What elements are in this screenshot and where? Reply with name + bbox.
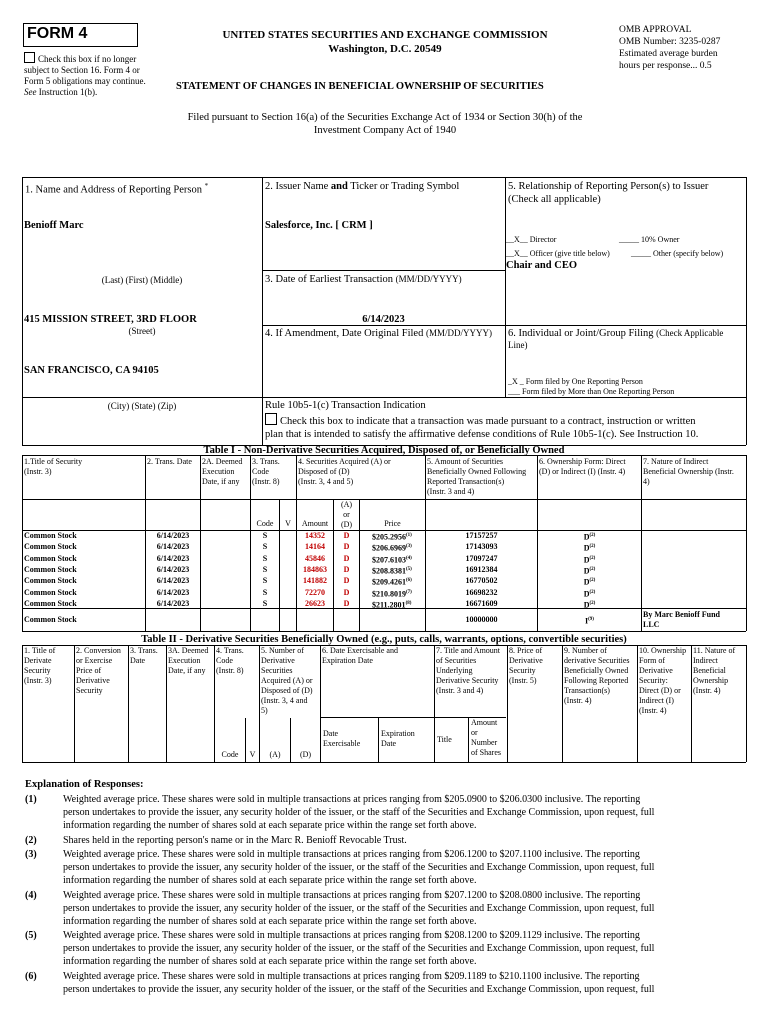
other-option[interactable]: _____ Other (specify below) [631, 249, 724, 258]
t2-header-line: Securities [261, 666, 293, 675]
t1-cell-price-fn: (3) [406, 544, 412, 550]
box6-label-sub: (Check Applicable [656, 328, 724, 338]
box2-label-a: 2. Issuer Name [265, 181, 329, 192]
t1-h7c: 4) [643, 477, 650, 486]
t1-cell-owned: 17097247 [465, 553, 498, 563]
t1-cell-title: Common Stock [24, 542, 77, 552]
t1-sub-ad3: (D) [340, 520, 353, 529]
t2-header-line: Beneficially Owned [564, 666, 629, 675]
t2-header-line: Underlying [436, 666, 473, 675]
t1-last-nature [643, 610, 720, 630]
box2-label-b: Ticker or Trading Symbol [350, 181, 460, 192]
t1-col6-header [539, 457, 626, 477]
t1-last-nature-1: By Marc Benioff Fund [643, 610, 720, 619]
t1-cell-amount: 72270 [305, 587, 325, 597]
t2-header-line: Ownership [693, 676, 729, 685]
t2-header-line: 3A. Deemed [168, 646, 209, 655]
explanation-line: Weighted average price. These shares were sold in multiple transactions at prices ranging from $206.1200 to $207.1100 inclusive. The reporting [63, 849, 640, 860]
t1-h5a: 5. Amount of Securities [427, 457, 503, 466]
t1-cell-code: S [262, 587, 268, 597]
earliest-transaction-date: 6/14/2023 [362, 314, 405, 325]
t1-cell-amount: 14352 [305, 531, 325, 540]
t1-cell-code: S [262, 531, 268, 540]
t2-sub-expiration [381, 729, 415, 749]
t1-h4b: Disposed of (D) [298, 467, 350, 476]
t1-h5d: (Instr. 3 and 4) [427, 487, 475, 496]
explanation-line: person undertakes to provide the issuer, any security holder of the issuer, or the staff of the Securities and Exchange Commission, upon request, full [63, 983, 655, 995]
omb-title: OMB APPROVAL [619, 25, 692, 35]
t2-sub-de2: Exercisable [323, 739, 361, 748]
t2-header-line: 5) [261, 706, 268, 715]
t1-cell-price [372, 531, 412, 543]
t1-cell-form-value: D [583, 532, 590, 542]
explanation-number: (5) [25, 930, 37, 941]
t1-h5c: Reported Transaction(s) [427, 477, 505, 486]
t2-header-line: Following Reported [564, 676, 629, 685]
t1-cell-form-fn: (2) [589, 600, 596, 606]
t1-cell-price [372, 554, 412, 566]
t1-cell-amount: 14164 [305, 542, 325, 552]
box5-label [508, 180, 744, 206]
t2-header-c8 [509, 646, 543, 686]
t1-cell-price-fn: (7) [406, 589, 412, 595]
t1-cell-price-value: $210.8019 [372, 589, 406, 599]
t1-cell-price [372, 565, 412, 577]
t1-cell-code: S [262, 553, 268, 563]
t1-cell-form [538, 531, 641, 543]
reporting-person-name: Benioff Marc [24, 220, 84, 231]
filed-line-1: Filed pursuant to Section 16(a) of the Securities Exchange Act of 1934 or Section 30(h) of the [187, 112, 583, 123]
t1-col3-header [252, 457, 280, 487]
t1-last-title: Common Stock [24, 615, 77, 624]
t2-header-line: 3. Trans. [130, 646, 158, 655]
t1-cell-date: 6/14/2023 [156, 598, 190, 608]
t1-cell-owned: 16698232 [465, 587, 498, 597]
t1-cell-form [538, 599, 641, 611]
t1-cell-code: S [262, 542, 268, 552]
t1-cell-price-fn: (6) [406, 578, 412, 584]
t2-header-line: Security [76, 686, 103, 695]
t1-cell-owned: 17157257 [465, 531, 498, 540]
box3-label [265, 273, 462, 286]
t2-header-c3 [130, 646, 158, 666]
box1-star: * [204, 182, 209, 190]
t1-cell-date: 6/14/2023 [156, 531, 190, 540]
t2-header-line: Security [24, 666, 51, 675]
box6-label-sub-2: Line) [508, 340, 528, 350]
t1-cell-form [538, 554, 641, 566]
rule-10b5-text-1: Check this box to indicate that a transaction was made pursuant to a contract, instruction or written [280, 416, 696, 427]
t1-h1a: 1.Title of Security [24, 457, 83, 466]
t2-header-c2 [76, 646, 121, 696]
t2-header-line: Disposed of (D) [261, 686, 313, 695]
officer-option[interactable]: __X__ Officer (give title below) [506, 249, 610, 258]
t1-cell-price-fn: (8) [405, 600, 412, 606]
t1-cell-date: 6/14/2023 [156, 542, 190, 552]
t2-header-line: (Instr. 3 and 4) [436, 686, 484, 695]
t1-cell-title: Common Stock [24, 587, 77, 597]
t1-col7-header [643, 457, 734, 487]
name-sub-label: (Last) (First) (Middle) [101, 275, 183, 285]
t1-cell-date: 6/14/2023 [156, 564, 190, 574]
t2-header-line: Security: [639, 676, 668, 685]
t1-cell-form-value: D [583, 577, 590, 587]
box6-label-text: 6. Individual or Joint/Group Filing [508, 328, 654, 339]
t2-header-c4 [216, 646, 244, 676]
t2-sub-amt-0: Amount [471, 718, 498, 727]
t1-last-nature-2: LLC [643, 620, 660, 629]
t1-cell-form [538, 576, 641, 588]
t2-sub-amt-1: or [471, 728, 478, 737]
t1-cell-title: Common Stock [24, 598, 77, 608]
table2-title-text: Table II - Derivative Securities Beneficially Owned (e.g., puts, calls, warrants, options, convertible securities) [141, 634, 627, 645]
t1-sub-ad2: or [343, 510, 350, 519]
t2-header-line: Date [130, 656, 146, 665]
t1-last-owned: 10000000 [465, 615, 498, 624]
t1-h5b: Beneficially Owned Following [427, 467, 527, 476]
explanation-line: person undertakes to provide the issuer, any security holder of the issuer, or the staff of the Securities and Exchange Commission, upon request, full [63, 862, 655, 873]
t2-header-line: 10. Ownership [639, 646, 687, 655]
omb-burden-1: Estimated average burden [619, 49, 718, 59]
t1-cell-price-fn: (1) [406, 533, 412, 538]
form-title-box [23, 23, 138, 47]
explanation-line: Weighted average price. These shares were sold in multiple transactions at prices ranging from $205.0900 to $206.0300 inclusive. The reporting [63, 794, 641, 805]
t2-header-line: Derivate [24, 656, 52, 665]
omb-approval-block [619, 24, 759, 72]
t2-header-c5 [261, 646, 313, 716]
t2-header-line: 9. Number of [564, 646, 607, 655]
box4-label-sub: (MM/DD/YYYY) [425, 328, 492, 338]
omb-burden-2: hours per response... 0.5 [619, 61, 712, 71]
t1-cell-price [372, 576, 412, 588]
explanation-title: Explanation of Responses: [25, 779, 144, 790]
t2-sub-ed1: Expiration [381, 729, 415, 738]
t1-cell-ad: D [343, 553, 350, 563]
t1-h7a: 7. Nature of Indirect [643, 457, 709, 466]
checkbox-instruction: Instruction 1(b). [38, 87, 98, 97]
t2-sub-code: Code [221, 750, 239, 759]
agency-name: UNITED STATES SECURITIES AND EXCHANGE COMMISSION [222, 29, 548, 41]
t1-h7b: Beneficial Ownership (Instr. [643, 467, 734, 476]
explanation-number: (3) [25, 849, 37, 860]
t1-col1-header [24, 457, 82, 477]
t2-header-line: Indirect (I) [639, 696, 674, 705]
explanation-text [63, 929, 753, 968]
t1-h4c: (Instr. 3, 4 and 5) [298, 477, 354, 486]
explanation-line: Weighted average price. These shares were sold in multiple transactions at prices ranging from $208.1200 to $209.1129 inclusive. The reporting [63, 930, 640, 941]
t1-h3b: Code [252, 467, 269, 476]
t1-cell-price-value: $207.6103 [372, 555, 406, 565]
t2-sub-de1: Date [323, 729, 339, 738]
rule-10b5-text [265, 413, 745, 441]
t2-header-line: (Instr. 5) [509, 676, 537, 685]
explanation-number: (6) [25, 970, 37, 982]
t1-h3c: (Instr. 8) [252, 477, 280, 486]
t1-cell-form-fn: (2) [589, 589, 596, 595]
t1-h2a2: Execution [202, 467, 235, 476]
t2-header-c7 [436, 646, 500, 696]
t2-header-line: Derivative [639, 666, 673, 675]
t2-header-line: or Exercise [76, 656, 113, 665]
t1-cell-date: 6/14/2023 [156, 576, 190, 586]
explanation-number: (4) [25, 889, 37, 901]
t1-cell-title: Common Stock [24, 576, 77, 586]
t2-header-line: Derivative [509, 656, 543, 665]
t1-cell-ad: D [343, 531, 350, 540]
t1-h1b: (Instr. 3) [24, 467, 52, 476]
t1-col4-header [298, 457, 391, 487]
table1-title: Table I - Non-Derivative Securities Acquired, Disposed of, or Beneficially Owned [203, 445, 565, 456]
checkbox-see: See [24, 87, 37, 97]
t1-cell-ad: D [343, 542, 350, 552]
explanation-text [63, 970, 753, 996]
filed-line-2: Investment Company Act of 1940 [313, 125, 457, 136]
t2-header-line: Transaction(s) [564, 686, 610, 695]
t1-cell-code: S [262, 576, 268, 586]
t2-header-line: (Instr. 4) [693, 686, 721, 695]
t1-h6a: 6. Ownership Form: Direct [539, 457, 626, 466]
t2-header-line: Expiration Date [322, 656, 373, 665]
explanation-line: information regarding the number of shares sold at each separate price within the range set forth above. [63, 820, 477, 831]
t1-cell-code: S [262, 598, 268, 608]
t2-header-line: Direct (D) or [639, 686, 681, 695]
t2-header-line: 6. Date Exercisable and [322, 646, 398, 655]
t1-cell-form-value: D [583, 589, 590, 599]
t2-header-c3a [168, 646, 208, 676]
t1-cell-form-fn: (2) [589, 555, 596, 561]
t2-header-line: Execution [168, 656, 201, 665]
t1-h6b: (D) or Indirect (I) (Instr. 4) [539, 467, 626, 476]
t1-last-form [538, 615, 641, 627]
t2-header-c10 [639, 646, 686, 716]
t2-header-line: derivative Securities [564, 656, 630, 665]
t1-col5-header [427, 457, 526, 497]
explanation-line: person undertakes to provide the issuer, any security holder of the issuer, or the staff of the Securities and Exchange Commission, upon request, full [63, 943, 655, 954]
t1-cell-form [538, 542, 641, 554]
box2-label [265, 180, 459, 193]
t2-header-line: 2. Conversion [76, 646, 121, 655]
t1-sub-v: V [285, 519, 291, 528]
t1-cell-price-value: $206.6969 [372, 543, 406, 553]
explanation-line: Weighted average price. These shares were sold in multiple transactions at prices ranging from $207.1200 to $208.0800 inclusive. The reporting [63, 889, 641, 901]
explanation-line: Shares held in the reporting person's name or in the Marc R. Benioff Revocable Trust. [63, 834, 407, 846]
box2-label-and: and [330, 181, 348, 192]
t2-header-line: of Securities [436, 656, 477, 665]
t1-cell-form-fn: (2) [589, 533, 596, 538]
t2-header-line: Acquired (A) or [261, 676, 313, 685]
t2-header-c1 [24, 646, 55, 686]
t1-cell-ad: D [343, 564, 350, 574]
agency-city: Washington, D.C. 20549 [328, 43, 442, 55]
t1-last-form-value: I [585, 616, 589, 626]
t1-cell-date: 6/14/2023 [156, 587, 190, 597]
explanation-line: information regarding the number of shares sold at each separate price within the range set forth above. [63, 956, 477, 967]
t2-header-line: Derivative [261, 656, 295, 665]
t1-sub-ad1: (A) [340, 500, 353, 509]
explanation-number: (1) [25, 794, 37, 805]
issuer-name: Salesforce, Inc. [ CRM ] [265, 220, 373, 231]
t1-sub-code: Code [256, 519, 274, 528]
rule-10b5-text-2: plan that is intended to satisfy the affirmative defense conditions of Rule 10b5-1(c). See Instruction 10. [265, 429, 699, 440]
t1-cell-ad: D [343, 598, 350, 608]
t2-header-line: (Instr. 4) [639, 706, 667, 715]
rule-10b5-checkbox[interactable] [265, 413, 277, 425]
t1-cell-amount: 141882 [303, 576, 327, 586]
t1-cell-ad: D [343, 587, 350, 597]
explanation-line: person undertakes to provide the issuer, any security holder of the issuer, or the staff of the Securities and Exchange Commission, upon request, full [63, 902, 655, 914]
box4-label [265, 327, 492, 340]
t1-col2-header: 2. Trans. Date [147, 457, 192, 466]
t1-h2a1: 2A. Deemed [202, 457, 243, 466]
t2-header-line: Date, if any [168, 666, 206, 675]
t2-sub-title: Title [437, 735, 452, 744]
officer-title: Chair and CEO [506, 260, 577, 271]
t1-cell-form-value: D [583, 555, 590, 565]
box4-label-text: 4. If Amendment, Date Original Filed [265, 328, 424, 339]
t1-cell-price-value: $208.8381 [372, 566, 406, 576]
one-reporting-person-option[interactable]: _X _ Form filed by One Reporting Person [508, 377, 643, 386]
explanation-text [63, 848, 753, 887]
multiple-reporting-persons-option[interactable]: ___ Form filed by More than One Reporting Person [508, 387, 675, 396]
t2-header-line: Code [216, 656, 233, 665]
t1-cell-ad: D [343, 576, 350, 586]
t2-sub-d: (D) [299, 750, 312, 759]
explanation-line: information regarding the number of shares sold at each separate price within the range set forth above. [63, 875, 477, 886]
t2-header-c9 [564, 646, 630, 706]
t2-header-line: Derivative Security [436, 676, 499, 685]
t1-cell-title: Common Stock [24, 564, 77, 574]
statement-title: STATEMENT OF CHANGES IN BENEFICIAL OWNERSHIP OF SECURITIES [176, 81, 544, 92]
filed-pursuant [100, 111, 670, 137]
t1-last-form-fn: (9) [588, 617, 594, 622]
t1-cell-form-value: D [583, 566, 590, 576]
t1-cell-code: S [262, 564, 268, 574]
reporting-person-city: SAN FRANCISCO, CA 94105 [24, 365, 159, 376]
t1-cell-amount: 26623 [305, 598, 325, 608]
t1-cell-form [538, 565, 641, 577]
ten-percent-owner-option[interactable]: _____ 10% Owner [619, 235, 680, 244]
box1-label-text: 1. Name and Address of Reporting Person [25, 184, 203, 196]
t1-col2a-header [202, 457, 242, 487]
t1-cell-price [372, 542, 412, 554]
explanation-text [63, 793, 753, 832]
box3-label-text: 3. Date of Earliest Transaction [265, 274, 394, 285]
t2-header-line: Beneficial [693, 666, 726, 675]
reporting-person-street: 415 MISSION STREET, 3RD FLOOR [24, 314, 197, 325]
t1-cell-price [372, 588, 412, 600]
t1-cell-price [372, 599, 411, 611]
t2-sub-amt-3: of Shares [471, 748, 501, 757]
t2-header-line: Indirect [693, 656, 718, 665]
t1-h3a: 3. Trans. [252, 457, 280, 466]
t1-cell-owned: 16770502 [465, 576, 498, 586]
no-longer-subject-checkbox-block [24, 52, 154, 98]
t1-cell-form-fn: (2) [589, 566, 596, 572]
t2-header-line: (Instr. 8) [216, 666, 244, 675]
t1-cell-form-value: D [583, 600, 590, 610]
t1-cell-price-value: $211.2801 [372, 600, 406, 610]
t1-cell-price-value: $209.4261 [372, 577, 406, 587]
checkbox-text: Check this box if no longer subject to Section 16. Form 4 or Form 5 obligations may continue. [24, 54, 146, 86]
t1-cell-title: Common Stock [24, 553, 77, 563]
explanation-text [63, 889, 753, 928]
t1-cell-form [538, 588, 641, 600]
t2-header-line: 7. Title and Amount [436, 646, 501, 655]
no-longer-subject-checkbox[interactable] [24, 52, 35, 63]
t2-header-c6 [322, 646, 398, 666]
t1-h4a: 4. Securities Acquired (A) or [298, 457, 391, 466]
t1-sub-amount: Amount [301, 519, 329, 528]
t2-sub-v: V [249, 750, 256, 759]
explanation-text [63, 834, 753, 847]
t1-cell-price-value: $205.2956 [372, 532, 406, 542]
t1-cell-form-fn: (2) [589, 578, 596, 584]
t2-header-line: (Instr. 3, 4 and [261, 696, 308, 705]
t2-header-line: Price of [76, 666, 102, 675]
t1-cell-owned: 16671609 [465, 598, 498, 608]
t2-header-line: (Instr. 4) [564, 696, 592, 705]
t1-cell-title: Common Stock [24, 531, 77, 540]
explanation-number: (2) [25, 834, 37, 846]
form-title: FORM 4 [27, 25, 88, 42]
box6-label [508, 327, 744, 351]
t2-sub-amt-2: Number [471, 738, 498, 747]
t2-header-line: 8. Price of [509, 646, 543, 655]
t1-sub-price: Price [384, 519, 401, 528]
explanation-line: Weighted average price. These shares were sold in multiple transactions at prices ranging from $209.1189 to $210.1100 inclusive. The reporting [63, 970, 640, 982]
t1-cell-price-fn: (4) [406, 555, 412, 561]
t1-cell-form-value: D [583, 543, 590, 553]
t2-header-line: (Instr. 3) [24, 676, 52, 685]
explanation-line: information regarding the number of shares sold at each separate price within the range set forth above. [63, 915, 477, 927]
rule-10b5-title: Rule 10b5-1(c) Transaction Indication [265, 400, 426, 411]
box1-label [25, 180, 208, 197]
t2-header-line: Form of [639, 656, 665, 665]
explanation-line: person undertakes to provide the issuer, any security holder of the issuer, or the staff of the Securities and Exchange Commission, upon request, full [63, 807, 655, 818]
t1-cell-form-fn: (2) [589, 544, 596, 550]
t1-sub-ad [334, 500, 359, 530]
t2-sub-amount [471, 718, 501, 758]
t2-header-line: 5. Number of [261, 646, 304, 655]
t1-cell-amount: 184863 [303, 564, 327, 574]
omb-number: OMB Number: 3235-0287 [619, 37, 721, 47]
box5-label-text: 5. Relationship of Reporting Person(s) to Issuer [508, 181, 709, 192]
t1-cell-date: 6/14/2023 [156, 553, 190, 563]
t2-header-line: 4. Trans. [216, 646, 244, 655]
t2-sub-ed2: Date [381, 739, 397, 748]
t2-header-line: 1. Title of [24, 646, 56, 655]
street-sub-label: (Street) [128, 326, 156, 336]
t1-cell-owned: 17143093 [465, 542, 498, 552]
t2-header-line: Derivative [76, 676, 110, 685]
t1-cell-amount: 45846 [305, 553, 325, 563]
box3-label-sub: (MM/DD/YYYY) [395, 274, 462, 284]
t2-sub-a: (A) [269, 750, 281, 759]
t2-sub-date-exercisable [323, 729, 360, 749]
t1-cell-owned: 16912384 [465, 564, 498, 574]
city-sub-label: (City) (State) (Zip) [107, 401, 177, 411]
t2-header-c11 [693, 646, 735, 696]
t1-h2a3: Date, if any [202, 477, 240, 486]
box5-label-2: (Check all applicable) [508, 194, 601, 205]
t1-cell-price-fn: (5) [406, 566, 412, 572]
t2-header-line: 11. Nature of [693, 646, 736, 655]
t2-header-line: Security [509, 666, 536, 675]
director-option[interactable]: __X__ Director [506, 235, 557, 244]
